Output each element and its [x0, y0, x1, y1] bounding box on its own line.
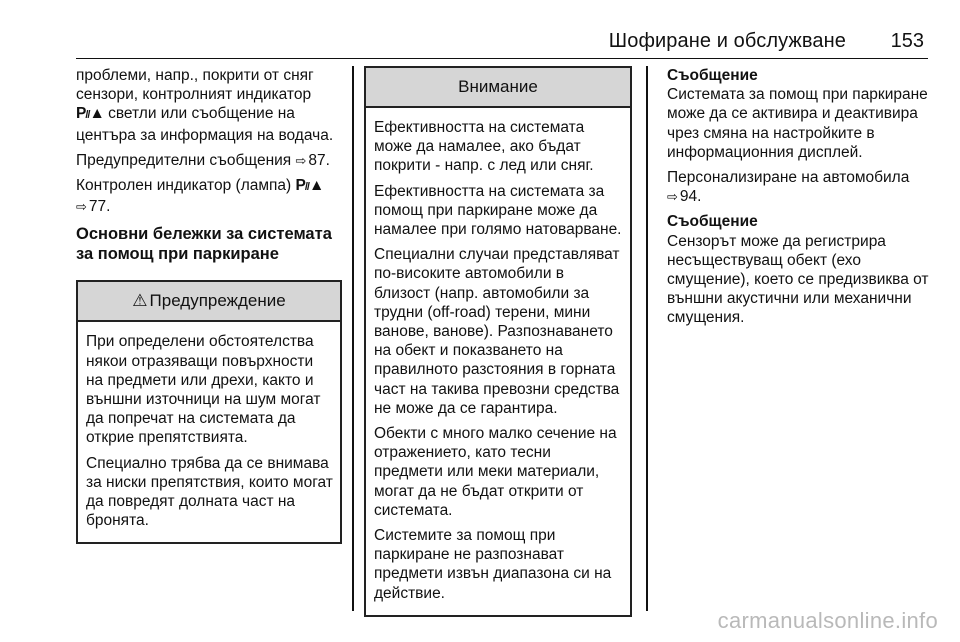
note-body-1: Системата за помощ при паркиране може да се активира и деактивира чрез смяна на настройките в информационния дисплей.	[667, 86, 928, 161]
caution-paragraph-4: Обекти с много малко сечение на отражението, като тесни предмети или меки материали, могат да не бъдат открити от системата.	[374, 425, 617, 519]
column-2	[364, 66, 632, 617]
arrow-icon: ⇨	[295, 152, 307, 168]
warning-paragraph-2: Специално трябва да се внимава за ниски препятствия, които могат да повредят долната част на бронята.	[86, 454, 333, 530]
paragraph-indicator: проблеми, напр., покрити от сняг сензори, контролният индикатор P//▲ светли или съобщение на центъра за информация на водача.	[76, 67, 334, 144]
arrow-icon: ⇨	[667, 189, 678, 205]
note-body-2: Сензорът може да регистрира несъществуващ обект (ехо смущение), което се предизвиква от външни акустични или механични смущения.	[667, 232, 929, 327]
parking-assist-icon: P//▲	[295, 177, 324, 195]
caution-paragraph-3: Специални случаи представляват по-високите автомобили в близост (напр. автомобили за трудни (off-road) терени, мини ванове, ванове). Разпознаването на обект и показването на правилното разстояния в горната част на такива превозни средства не може да се гарантира.	[374, 246, 620, 417]
page-title: Шофиране и обслужване	[608, 30, 846, 52]
warning-triangle-icon: ⚠	[132, 291, 148, 311]
section-title: Основни бележки за системата за помощ при паркиране	[76, 225, 332, 264]
page-reference-link[interactable]: ⇨ 94.	[667, 188, 702, 206]
page-header	[76, 28, 928, 59]
warning-box	[76, 280, 342, 544]
column-divider-1	[352, 66, 354, 611]
paragraph-warning-messages: Предупредителни съобщения ⇨ 87.	[76, 151, 330, 169]
column-divider-2	[646, 66, 648, 611]
caution-paragraph-5: Системите за помощ при паркиране не разпознават предмети извън диапазона си на действие.	[374, 527, 612, 602]
warning-paragraph-1: При определени обстоятелства някои отразяващи повърхности на предмети или дрехи, както и външни източници на шум могат да попречат на системата да открие препятствията.	[86, 333, 321, 447]
caution-paragraph-2: Ефективността на системата за помощ при паркиране може да намалее при голямо натоварване.	[374, 182, 622, 239]
note-heading-1: Съобщение	[667, 67, 758, 84]
page-reference-link[interactable]: ⇨ 77.	[76, 198, 111, 216]
caution-paragraph-1: Ефективността на системата може да намалее, ако бъдат покрити - напр. с лед или сняг.	[374, 119, 594, 175]
warning-box-body	[78, 322, 340, 542]
column-1	[76, 66, 342, 544]
parking-assist-icon: P//▲	[76, 105, 104, 123]
warning-box-title: ⚠ Предупреждение	[78, 282, 340, 322]
note-heading-2: Съобщение	[667, 213, 758, 231]
caution-box-body	[366, 108, 630, 615]
page-reference-link[interactable]: ⇨ 87.	[295, 151, 330, 169]
caution-box-title: Внимание	[366, 68, 630, 108]
watermark: carmanualsonline.info	[717, 608, 938, 633]
paragraph-control-indicator: Контролен индикатор (лампа) P//▲ ⇨ 77.	[76, 177, 324, 216]
page-number: 153	[890, 30, 924, 52]
arrow-icon: ⇨	[76, 199, 87, 215]
caution-box	[364, 66, 632, 617]
column-3	[667, 66, 929, 334]
paragraph-personalisation: Персонализиране на автомобила ⇨ 94.	[667, 169, 910, 206]
